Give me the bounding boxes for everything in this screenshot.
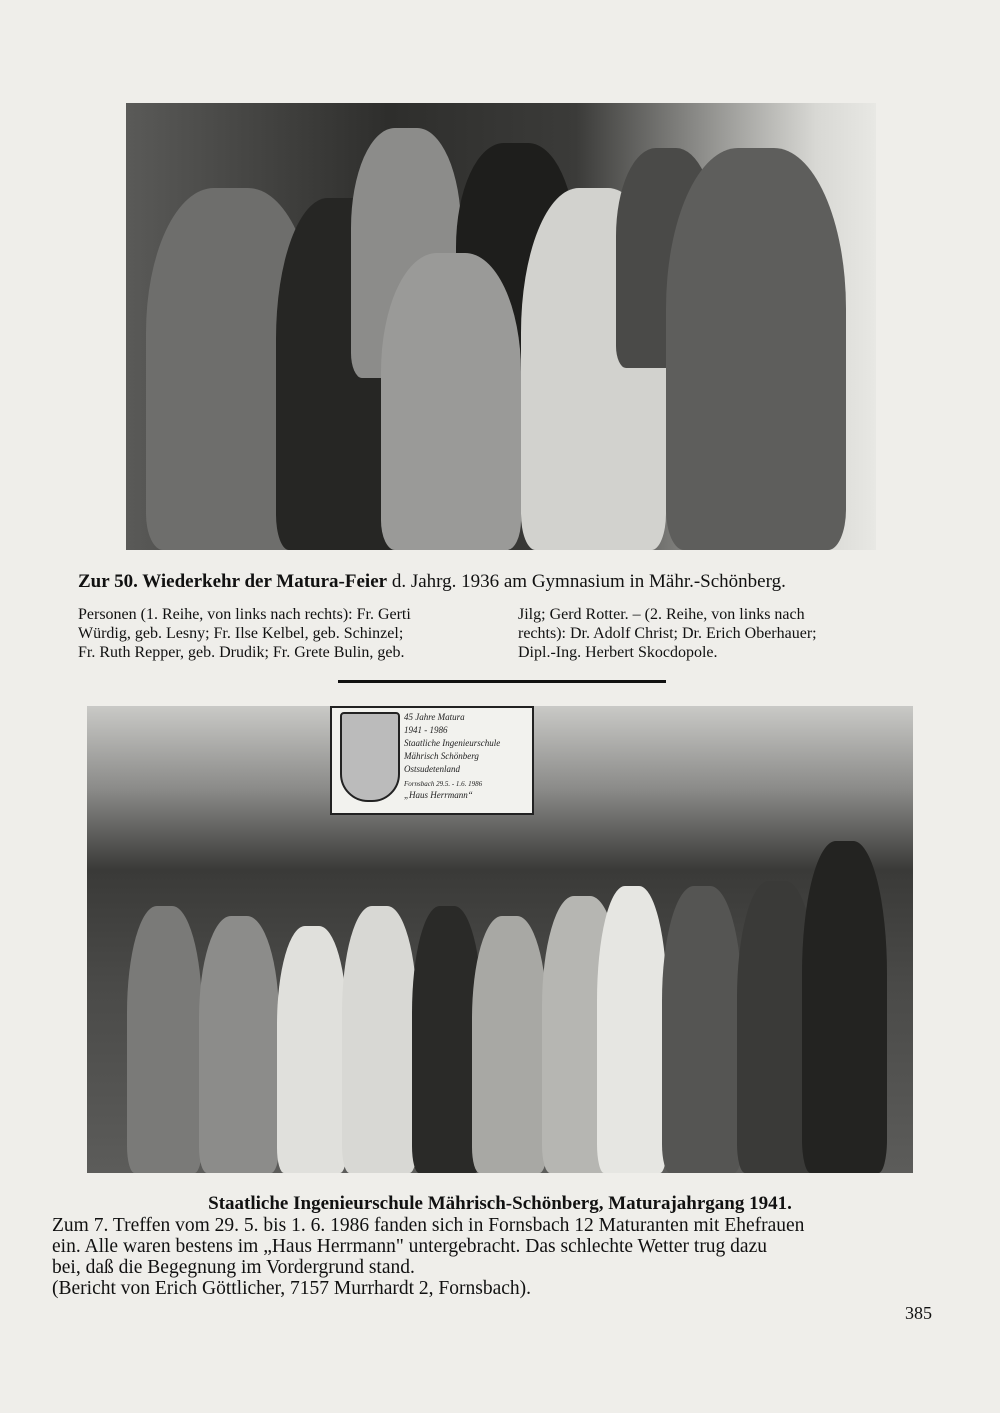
caption-1-title-bold: Zur 50. Wiederkehr der Matura-Feier: [78, 571, 388, 592]
person-figure: [802, 841, 887, 1173]
caption-2-title: Staatliche Ingenieurschule Mährisch-Schönberg, Maturajahrgang 1941.: [208, 1193, 792, 1214]
caption-line: ein. Alle waren bestens im „Haus Herrmann" untergebracht. Das schlechte Wetter trug dazu: [52, 1236, 767, 1257]
person-figure: [662, 886, 742, 1173]
caption-line: Fr. Ruth Repper, geb. Drudik; Fr. Grete Bulin, geb.: [78, 644, 405, 661]
sign-line: 1941 - 1986: [404, 725, 448, 735]
person-figure: [472, 916, 547, 1173]
caption-line: (Bericht von Erich Göttlicher, 7157 Murrhardt 2, Fornsbach).: [52, 1278, 532, 1299]
group-photo-1936: [126, 103, 876, 550]
sign-line: „Haus Herrmann“: [404, 790, 473, 800]
coat-of-arms-icon: [340, 712, 400, 802]
sign-line: Ostsudetenland: [404, 764, 460, 774]
person-figure: [381, 253, 521, 550]
person-figure: [277, 926, 347, 1173]
caption-2-body: [52, 1215, 804, 1299]
sign-line: Staatliche Ingenieurschule: [404, 738, 501, 748]
person-figure: [199, 916, 279, 1173]
caption-line: rechts): Dr. Adolf Christ; Dr. Erich Oberhauer;: [518, 625, 817, 642]
caption-1-title-rest: d. Jahrg. 1936 am Gymnasium in Mähr.-Schönberg.: [387, 571, 786, 592]
person-figure: [666, 148, 846, 550]
caption-line: Würdig, geb. Lesny; Fr. Ilse Kelbel, geb. Schinzel;: [78, 625, 404, 642]
caption-1-right-column: [518, 605, 952, 662]
page-number: 385: [905, 1303, 932, 1323]
caption-line: Zum 7. Treffen vom 29. 5. bis 1. 6. 1986 fanden sich in Fornsbach 12 Maturanten mit Ehefrauen: [52, 1215, 805, 1236]
sign-line: Mährisch Schönberg: [404, 751, 479, 761]
caption-line: Jilg; Gerd Rotter. – (2. Reihe, von links nach: [518, 606, 805, 623]
caption-1-left-column: [78, 605, 488, 662]
caption-line: Personen (1. Reihe, von links nach rechts): Fr. Gerti: [78, 606, 411, 623]
sign-line: Fornsbach 29.5. - 1.6. 1986: [404, 780, 483, 788]
banner-sign: [330, 706, 534, 815]
group-photo-1941: [87, 706, 913, 1173]
person-figure: [597, 886, 667, 1173]
caption-line: Dipl.-Ing. Herbert Skocdopole.: [518, 644, 718, 661]
person-figure: [127, 906, 202, 1173]
caption-line: bei, daß die Begegnung im Vordergrund stand.: [52, 1257, 415, 1278]
caption-1-title: [78, 571, 786, 593]
person-figure: [342, 906, 417, 1173]
sign-line: 45 Jahre Matura: [404, 712, 465, 722]
divider-rule: [338, 680, 666, 683]
